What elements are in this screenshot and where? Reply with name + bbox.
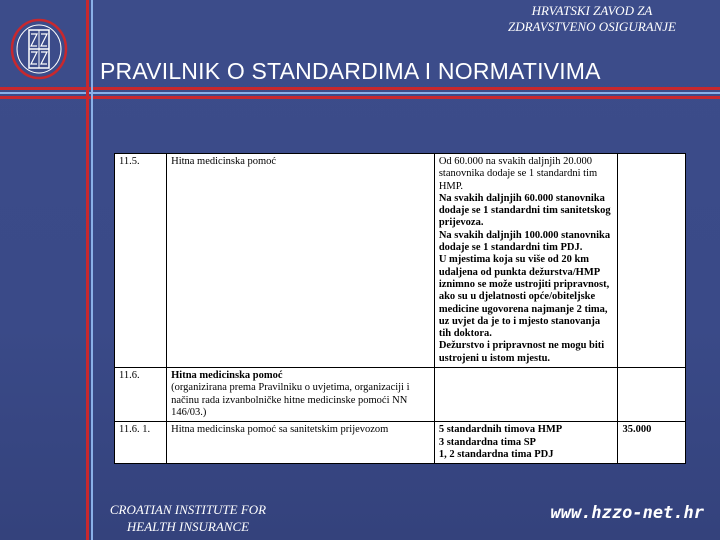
- header-red-line-2: [0, 96, 720, 99]
- vertical-red-line: [86, 0, 89, 540]
- standard-cell: [434, 154, 618, 368]
- org-line-1: HRVATSKI ZAVOD ZA: [531, 3, 653, 18]
- table-row: [115, 368, 686, 422]
- header-red-line: [0, 87, 720, 90]
- footer-website-link[interactable]: www.hzzo-net.hr: [550, 503, 704, 523]
- standard-text: Na svakih daljnjih 100.000 stanovnika dodaje se 1 standardni tim PDJ.: [438, 229, 611, 254]
- standard-text: Dežurstvo i pripravnost ne mogu biti ustrojeni u istom mjestu.: [438, 340, 605, 364]
- footer-institute-name: [93, 501, 283, 535]
- hzzo-shield-logo-icon: [10, 18, 68, 80]
- standards-table: [114, 153, 686, 464]
- service-text: (organizirana prema Pravilniku o uvjetima, organizaciji i načinu rada izvanbolničke hitne medicinske pomoći NN 146/03.): [171, 382, 410, 418]
- service-text: Hitna medicinska pomoć: [171, 156, 277, 167]
- service-text: Hitna medicinska pomoć sa sanitetskim prijevozom: [171, 424, 389, 436]
- standard-text: 5 standardnih timova HMP: [438, 424, 563, 436]
- organization-name: [472, 3, 712, 35]
- footer-line-2: HEALTH INSURANCE: [126, 519, 250, 534]
- service-cell: [167, 154, 435, 368]
- standard-cell: [434, 422, 618, 464]
- standard-text: U mjestima koja su više od 20 km udaljena od punkta dežurstva/HMP iznimno se može ustrojiti pripravnost, ako su u djelatnosti opće/obiteljske medicine ugovorena najmanje 2 tima, uz uvjet da je to i mjesto stanovanja tih doktora.: [438, 254, 610, 340]
- value-cell: [618, 368, 686, 422]
- value-cell: [618, 154, 686, 368]
- page-title: PRAVILNIK O STANDARDIMA I NORMATIVIMA: [100, 58, 601, 84]
- service-cell: [167, 422, 435, 464]
- footer-line-1: CROATIAN INSTITUTE FOR: [109, 502, 267, 517]
- standard-text: 1, 2 standardna tima PDJ: [438, 448, 554, 460]
- value-cell: 35.000: [618, 422, 686, 464]
- service-text: Hitna medicinska pomoć: [171, 370, 283, 382]
- row-number-cell: 11.5.: [115, 154, 167, 368]
- vertical-blue-line: [91, 0, 93, 540]
- standard-text: Na svakih daljnjih 60.000 stanovnika dodaje se 1 standardni tim sanitetskog prijevoza.: [438, 192, 611, 229]
- table-row: [115, 154, 686, 368]
- table-row: [115, 422, 686, 464]
- org-line-2: ZDRAVSTVENO OSIGURANJE: [508, 19, 676, 34]
- row-number-cell: 11.6. 1.: [115, 422, 167, 464]
- row-number-cell: 11.6.: [115, 368, 167, 422]
- standard-text: Od 60.000 na svakih daljnjih 20.000 stanovnika dodaje se 1 standardni tim HMP.: [438, 156, 598, 192]
- service-cell: [167, 368, 435, 422]
- header-blue-line: [0, 92, 720, 94]
- standard-cell: [434, 368, 618, 422]
- standard-text: 3 standardna tima SP: [438, 436, 536, 448]
